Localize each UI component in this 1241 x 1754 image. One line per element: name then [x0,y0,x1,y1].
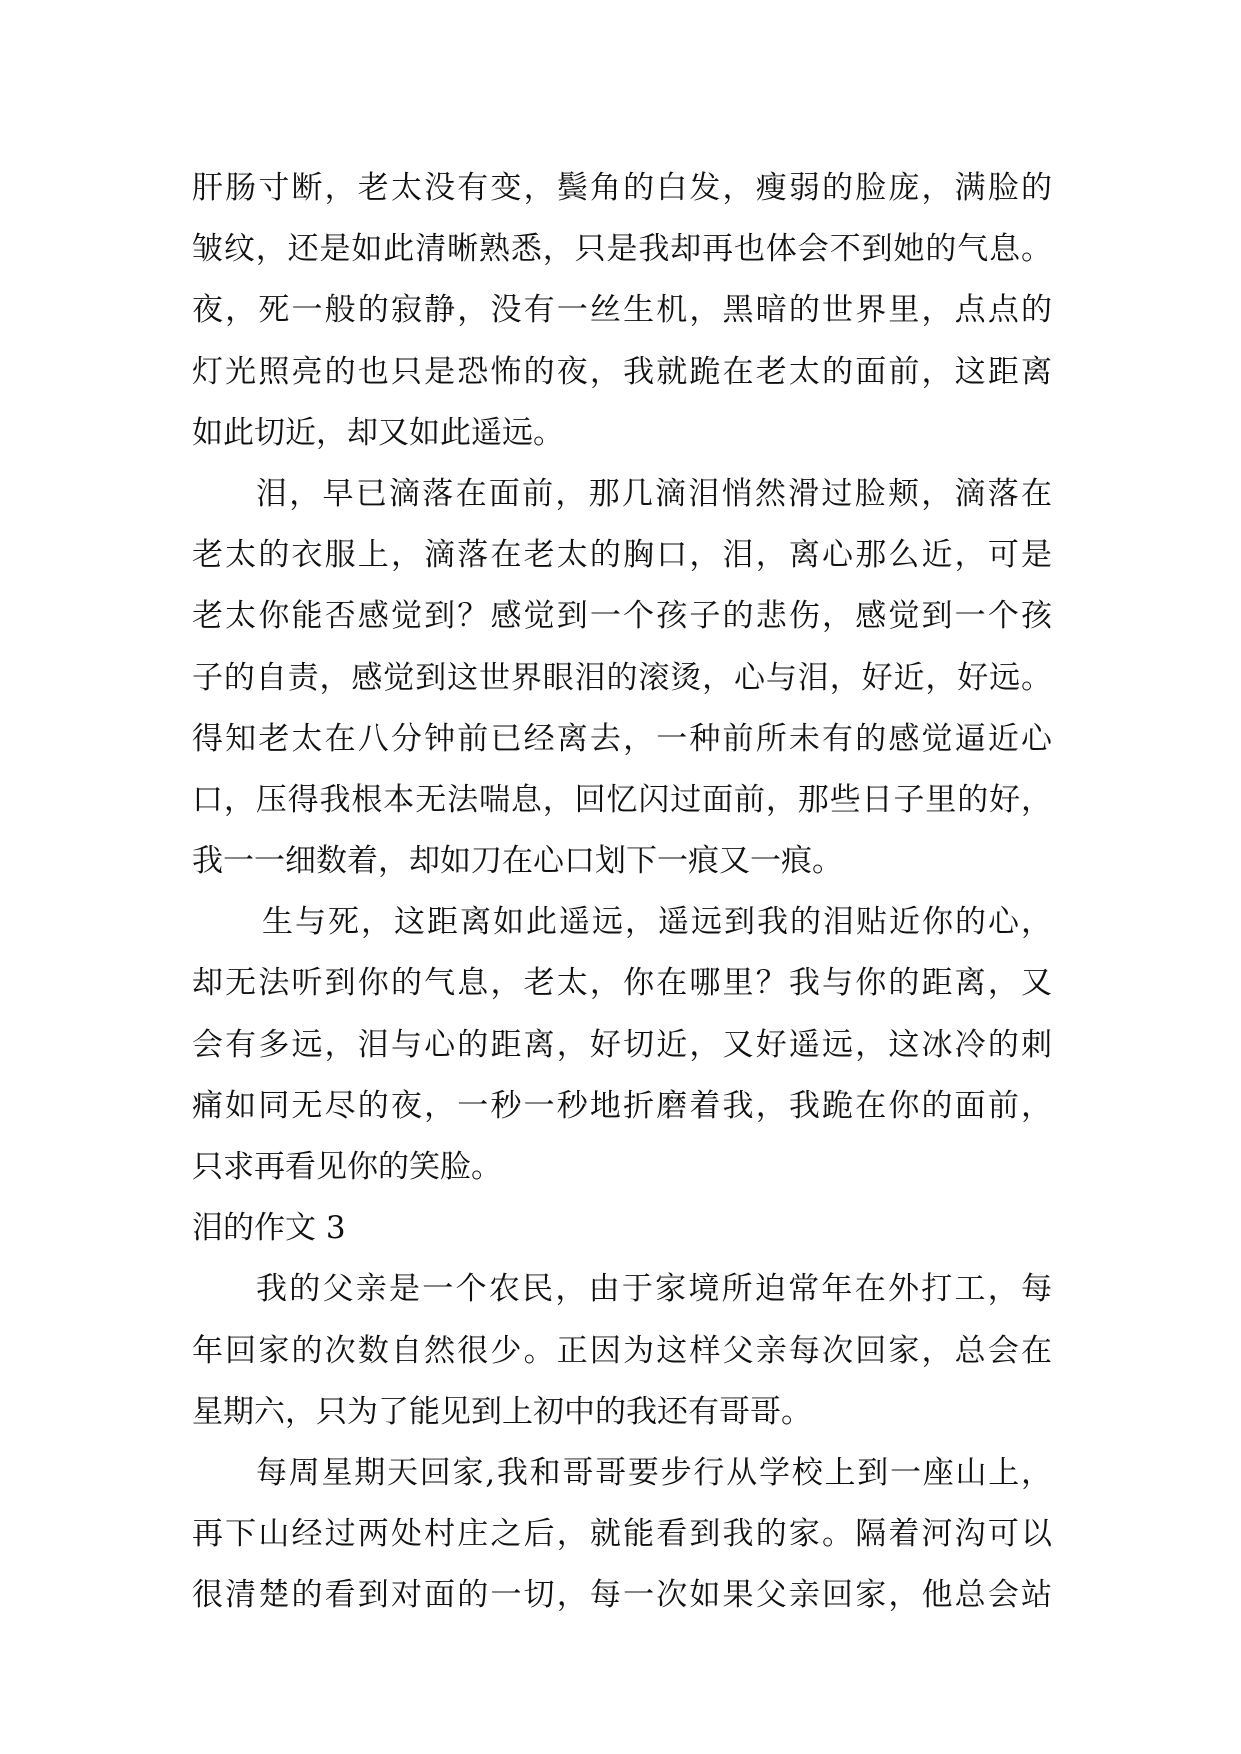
text-line: 却无法听到你的气息，老太，你在哪里？我与你的距离，又 [192,965,1052,1002]
text-line: 口，压得我根本无法喘息，回忆闪过面前，那些日子里的好， [192,781,1052,818]
text-line: 夜，死一般的寂静，没有一丝生机，黑暗的世界里，点点的 [192,292,1052,329]
text-line: 很清楚的看到对面的一切，每一次如果父亲回家，他总会站 [192,1577,1052,1614]
paragraph-first-line: 泪，早已滴落在面前，那几滴泪悄然滑过脸颊，滴落在 [256,475,1052,512]
text-line: 灯光照亮的也只是恐怖的夜，我就跪在老太的面前，这距离 [192,353,1052,390]
paragraph-first-line: 我的父亲是一个农民，由于家境所迫常年在外打工，每 [256,1271,1052,1308]
text-line: 皱纹，还是如此清晰熟悉，只是我却再也体会不到她的气息。 [192,231,1052,268]
section-heading: 泪的作文 3 [192,1210,346,1247]
text-line: 我一一细数着，却如刀在心口划下一痕又一痕。 [192,843,843,880]
text-line: 会有多远，泪与心的距离，好切近，又好遥远，这冰冷的刺 [192,1026,1052,1063]
paragraph-first-line: 每周星期天回家,我和哥哥要步行从学校上到一座山上， [256,1454,1052,1491]
text-line: 年回家的次数自然很少。正因为这样父亲每次回家，总会在 [192,1332,1052,1369]
text-line: 星期六，只为了能见到上初中的我还有哥哥。 [192,1393,812,1430]
text-line: 得知老太在八分钟前已经离去，一种前所未有的感觉逼近心 [192,720,1052,757]
text-line: 子的自责，感觉到这世界眼泪的滚烫，心与泪，好近，好远。 [192,659,1052,696]
text-line: 只求再看见你的笑脸。 [192,1149,502,1185]
text-line: 肝肠寸断，老太没有变，鬓角的白发，瘦弱的脸庞，满脸的 [192,170,1052,206]
text-line: 痛如同无尽的夜，一秒一秒地折磨着我，我跪在你的面前， [192,1087,1052,1124]
text-line: 再下山经过两处村庄之后，就能看到我的家。隔着河沟可以 [192,1516,1052,1553]
paragraph-first-line: 生与死，这距离如此遥远，遥远到我的泪贴近你的心， [262,904,1052,941]
text-line: 老太你能否感觉到？感觉到一个孩子的悲伤，感觉到一个孩 [192,598,1052,635]
text-line: 老太的衣服上，滴落在老太的胸口，泪，离心那么近，可是 [192,537,1052,574]
essay-text [192,158,1052,1627]
text-line: 如此切近，却又如此遥远。 [192,414,564,451]
